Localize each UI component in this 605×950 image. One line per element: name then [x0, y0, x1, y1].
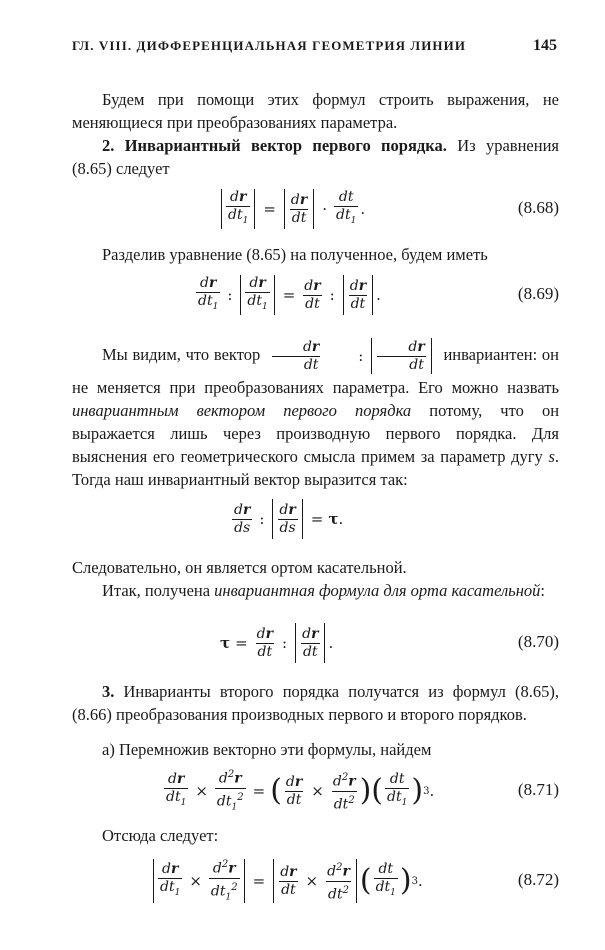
equation-8-70: τ = $\frac{dr}{dt}$ : $\frac{dr}{dt}$ . (8.70) [72, 618, 559, 668]
equation-8-72: $\frac{dr}{dt_1}$ × $\frac{d^2r}{dt_1^2}$ = $\frac{dr}{dt}$ × $\frac{d^2r}{dt^2}$ ( $\frac{dt}{dt_1}$ ) 3 . (8.72) [72, 856, 559, 906]
equation-8-71: $\frac{dr}{dt_1}$ × $\frac{d^2r}{dt_1^2}$ = ( $\frac{dr}{dt}$ × $\frac{d^2r}{dt^2}$ ) ( $\frac{dt}{dt_1}$ ) 3 . (8.71) [72, 766, 559, 816]
paragraph-consequence: Отсюда следует: [102, 826, 219, 845]
paragraph-tangent-unit: Следовательно, он является ортом касательной. [72, 558, 407, 577]
equation-unit-tangent: $\frac{dr}{ds}$ : $\frac{dr}{ds}$ = τ . [72, 494, 559, 544]
equation-8-68: $\frac{dr}{dt_1}$ = $\frac{dr}{dt}$ · $\frac{dt}{dt_1}$ . (8.68) [72, 184, 559, 234]
page-number: 145 [533, 37, 557, 54]
equation-number: (8.70) [517, 632, 559, 651]
paragraph-intro: Будем при помощи этих формул строить выражения, не меняющиеся при преобразованиях параметра. [72, 90, 559, 132]
paragraph-invariant: Мы видим, что вектор $\frac{dr}{dt}$ : $\frac{dr}{dt}$ инвариантен: он не меняется при преобразованиях параметра. Его можно назвать инвариантным вектором первого порядка потому, что он выражается лишь через производную первого порядка. Для выяснения его геометрического смысла примем за параметр дугу s. Тогда наш инвариантный вектор выразится так: [72, 336, 559, 491]
paragraph-invariant-formula: Итак, получена инвариантная формула для орта касательной: [102, 581, 545, 600]
running-title: ГЛ. VIII. ДИФФЕРЕНЦИАЛЬНАЯ ГЕОМЕТРИЯ ЛИНИИ [72, 38, 467, 53]
running-header [72, 38, 557, 54]
paragraph-section-2: 2. Инвариантный вектор первого порядка. Из уравнения (8.65) следует [72, 136, 559, 178]
paragraph-cross-product: а) Перемножив векторно эти формулы, найдем [102, 740, 432, 759]
equation-number: (8.72) [517, 870, 559, 889]
equation-number: (8.68) [517, 198, 559, 217]
equation-number: (8.69) [517, 284, 559, 303]
equation-8-69: $\frac{dr}{dt_1}$ : $\frac{dr}{dt_1}$ = $\frac{dr}{dt}$ : $\frac{dr}{dt}$ . (8.69) [72, 270, 559, 320]
paragraph-divide: Разделив уравнение (8.65) на полученное, будем иметь [102, 245, 488, 264]
equation-number: (8.71) [517, 780, 559, 799]
section-heading-2: 2. Инвариантный вектор первого порядка. [102, 136, 447, 155]
paragraph-section-3: 3. Инварианты второго порядка получатся из формул (8.65), (8.66) преобразования производных первого и второго порядков. [72, 682, 559, 724]
section-heading-3: 3. [102, 682, 115, 701]
inline-vector-expression: $\frac{dr}{dt}$ : $\frac{dr}{dt}$ [269, 336, 435, 376]
